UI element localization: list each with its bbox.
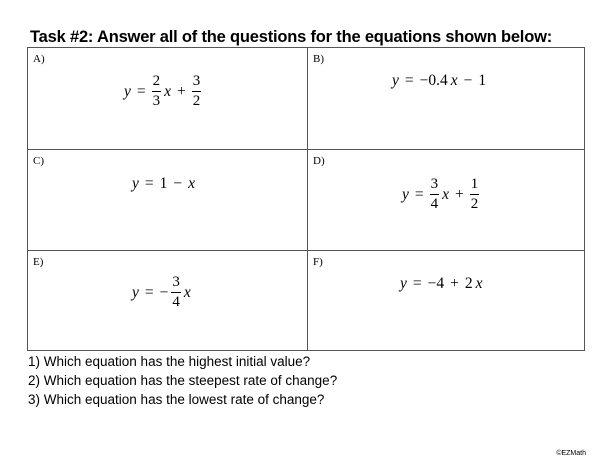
eq-f-lhs: y [400, 275, 407, 292]
eq-d-lhs: y [402, 185, 409, 203]
eq-c-equals: = [144, 175, 154, 192]
eq-b-const: 1 [478, 72, 487, 89]
eq-a-var: x [164, 82, 172, 100]
eq-b-equals: = [404, 72, 414, 89]
copyright-note: ©EZMath [556, 450, 586, 457]
eq-c-minus: − [173, 175, 183, 192]
eq-a-f1-num: 2 [152, 74, 162, 92]
cell-a-label: A) [33, 53, 45, 65]
eq-b-minus: − [463, 72, 473, 89]
equation-f [400, 275, 483, 293]
eq-b-lhs: y [392, 72, 399, 89]
eq-f-const: −4 [427, 275, 445, 292]
eq-c-var: x [188, 175, 196, 192]
eq-a-fraction-1 [152, 74, 162, 109]
question-list [28, 352, 337, 409]
eq-f-coef: 2 [464, 275, 473, 292]
question-2: 2) Which equation has the steepest rate of change? [28, 373, 338, 388]
eq-e-f-den: 4 [172, 294, 180, 310]
eq-a-plus: + [177, 82, 186, 100]
task-title: Task #2: Answer all of the questions for the equations shown below: [30, 28, 553, 46]
cell-b [308, 48, 584, 150]
eq-b-var: x [450, 72, 458, 89]
question-1: 1) Which equation has the highest initial value? [28, 354, 311, 369]
cell-e [28, 251, 308, 350]
equation-b [392, 72, 486, 90]
eq-e-fraction [171, 275, 181, 310]
eq-d-f2-num: 1 [470, 177, 480, 195]
equation-e [132, 275, 191, 310]
eq-f-plus: + [450, 275, 459, 292]
equations-table [27, 47, 585, 351]
eq-a-equals: = [136, 82, 146, 100]
eq-d-f1-num: 3 [430, 177, 440, 195]
equation-d [402, 177, 479, 212]
eq-d-f1-den: 4 [430, 196, 439, 212]
eq-e-f-num: 3 [171, 275, 181, 293]
eq-f-equals: = [412, 275, 422, 292]
question-3: 3) Which equation has the lowest rate of change? [28, 392, 325, 407]
cell-f [308, 251, 584, 350]
cell-d [308, 150, 584, 251]
eq-a-lhs: y [124, 82, 131, 100]
eq-a-f2-num: 3 [192, 74, 202, 92]
cell-e-label: E) [33, 256, 44, 268]
eq-d-fraction-2 [470, 177, 480, 212]
equation-a [124, 74, 201, 109]
eq-a-f1-den: 3 [152, 93, 161, 109]
eq-c-lhs: y [132, 175, 139, 192]
eq-a-fraction-2 [192, 74, 202, 109]
eq-d-var: x [442, 185, 450, 203]
eq-a-f2-den: 2 [192, 93, 201, 109]
cell-d-label: D) [313, 155, 325, 167]
eq-e-equals: = [144, 283, 154, 301]
eq-e-var: x [183, 283, 191, 301]
eq-b-coef: −0.4 [419, 72, 448, 89]
cell-f-label: F) [313, 256, 323, 268]
cell-c [28, 150, 308, 251]
eq-d-fraction-1 [430, 177, 440, 212]
cell-c-label: C) [33, 155, 44, 167]
eq-c-const: 1 [159, 175, 168, 192]
eq-f-var: x [475, 275, 483, 292]
eq-e-lhs: y [132, 283, 139, 301]
eq-e-sign: − [159, 283, 169, 301]
cell-a [28, 48, 308, 150]
eq-d-equals: = [414, 185, 424, 203]
equation-c [132, 175, 195, 193]
cell-b-label: B) [313, 53, 324, 65]
eq-d-plus: + [455, 185, 464, 203]
eq-d-f2-den: 2 [470, 196, 479, 212]
